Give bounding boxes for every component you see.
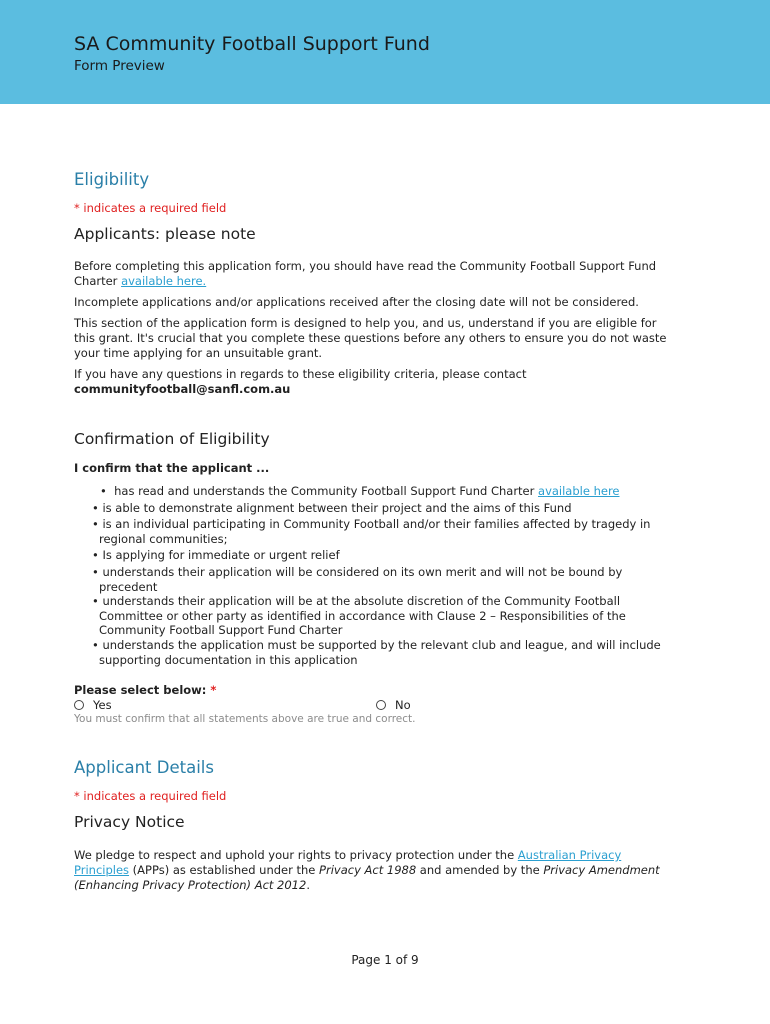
confirm-hint: You must confirm that all statements above are true and correct. — [74, 713, 416, 726]
page-number: Page 1 of 9 — [351, 953, 419, 967]
required-field-note: * indicates a required field — [74, 201, 227, 215]
paragraph-incomplete: Incomplete applications and/or applications received after the closing date will not be considered. — [74, 295, 639, 309]
radio-option-yes[interactable]: Yes — [74, 698, 112, 712]
subheading-privacy: Privacy Notice — [74, 813, 185, 832]
list-item: • Is applying for immediate or urgent relief — [92, 548, 340, 563]
radio-button-yes[interactable] — [74, 700, 84, 710]
paragraph-contact: If you have any questions in regards to these eligibility criteria, please contact communityfootball@sanfl.com.au — [74, 367, 527, 396]
subheading-applicants-note: Applicants: please note — [74, 225, 256, 243]
confirmation-list — [74, 484, 674, 667]
page-header — [0, 0, 770, 104]
section-heading-applicant: Applicant Details — [74, 758, 214, 778]
charter-link-2[interactable]: available here — [538, 484, 620, 498]
privacy-paragraph: We pledge to respect and uphold your rights to privacy protection under the Australian Privacy Principles (APPs) as established under the Privacy Act 1988 and amended by the Privacy Amendment (Enhancing Privacy Protection) Act 2012. — [74, 848, 660, 893]
radio-group — [74, 698, 674, 713]
app-link[interactable]: Australian Privacy Principles — [74, 848, 622, 878]
list-item: • understands the application must be supported by the relevant club and league, and will include supporting documentation in this application — [92, 637, 661, 667]
list-item: • understands their application will be considered on its own merit and will not be bound by precedent — [92, 564, 623, 594]
form-title: SA Community Football Support Fund — [74, 33, 430, 55]
subheading-confirmation: Confirmation of Eligibility — [74, 430, 270, 448]
form-content — [74, 170, 674, 893]
form-subtitle: Form Preview — [74, 58, 165, 74]
section-heading-eligibility: Eligibility — [74, 170, 150, 189]
list-item: • is an individual participating in Community Football and/or their families affected by tragedy in regional communities; — [92, 517, 651, 546]
paragraph-charter: Before completing this application form, you should have read the Community Football Support Fund Charter available here. — [74, 259, 657, 288]
charter-link[interactable]: available here. — [121, 274, 207, 288]
select-label: Please select below: * — [74, 683, 217, 698]
radio-option-no[interactable]: No — [376, 698, 411, 712]
required-field-note-2: * indicates a required field — [74, 789, 227, 804]
contact-email: communityfootball@sanfl.com.au — [74, 382, 291, 396]
confirm-intro: I confirm that the applicant ... — [74, 461, 270, 475]
list-item: • is able to demonstrate alignment between their project and the aims of this Fund — [92, 500, 572, 515]
list-item: • understands their application will be at the absolute discretion of the Community Football Committee or other party as identified in accordance with Clause 2 – Responsibilities of the Community Football Support Fund Charter — [92, 594, 626, 638]
radio-button-no[interactable] — [376, 700, 386, 710]
paragraph-section-purpose: This section of the application form is designed to help you, and us, understand if you are eligible for this grant. It's crucial that you complete these questions before any others to ensure you do not waste your time applying for an unsuitable grant. — [74, 316, 667, 360]
list-item: • has read and understands the Community Football Support Fund Charter available here — [100, 484, 620, 498]
